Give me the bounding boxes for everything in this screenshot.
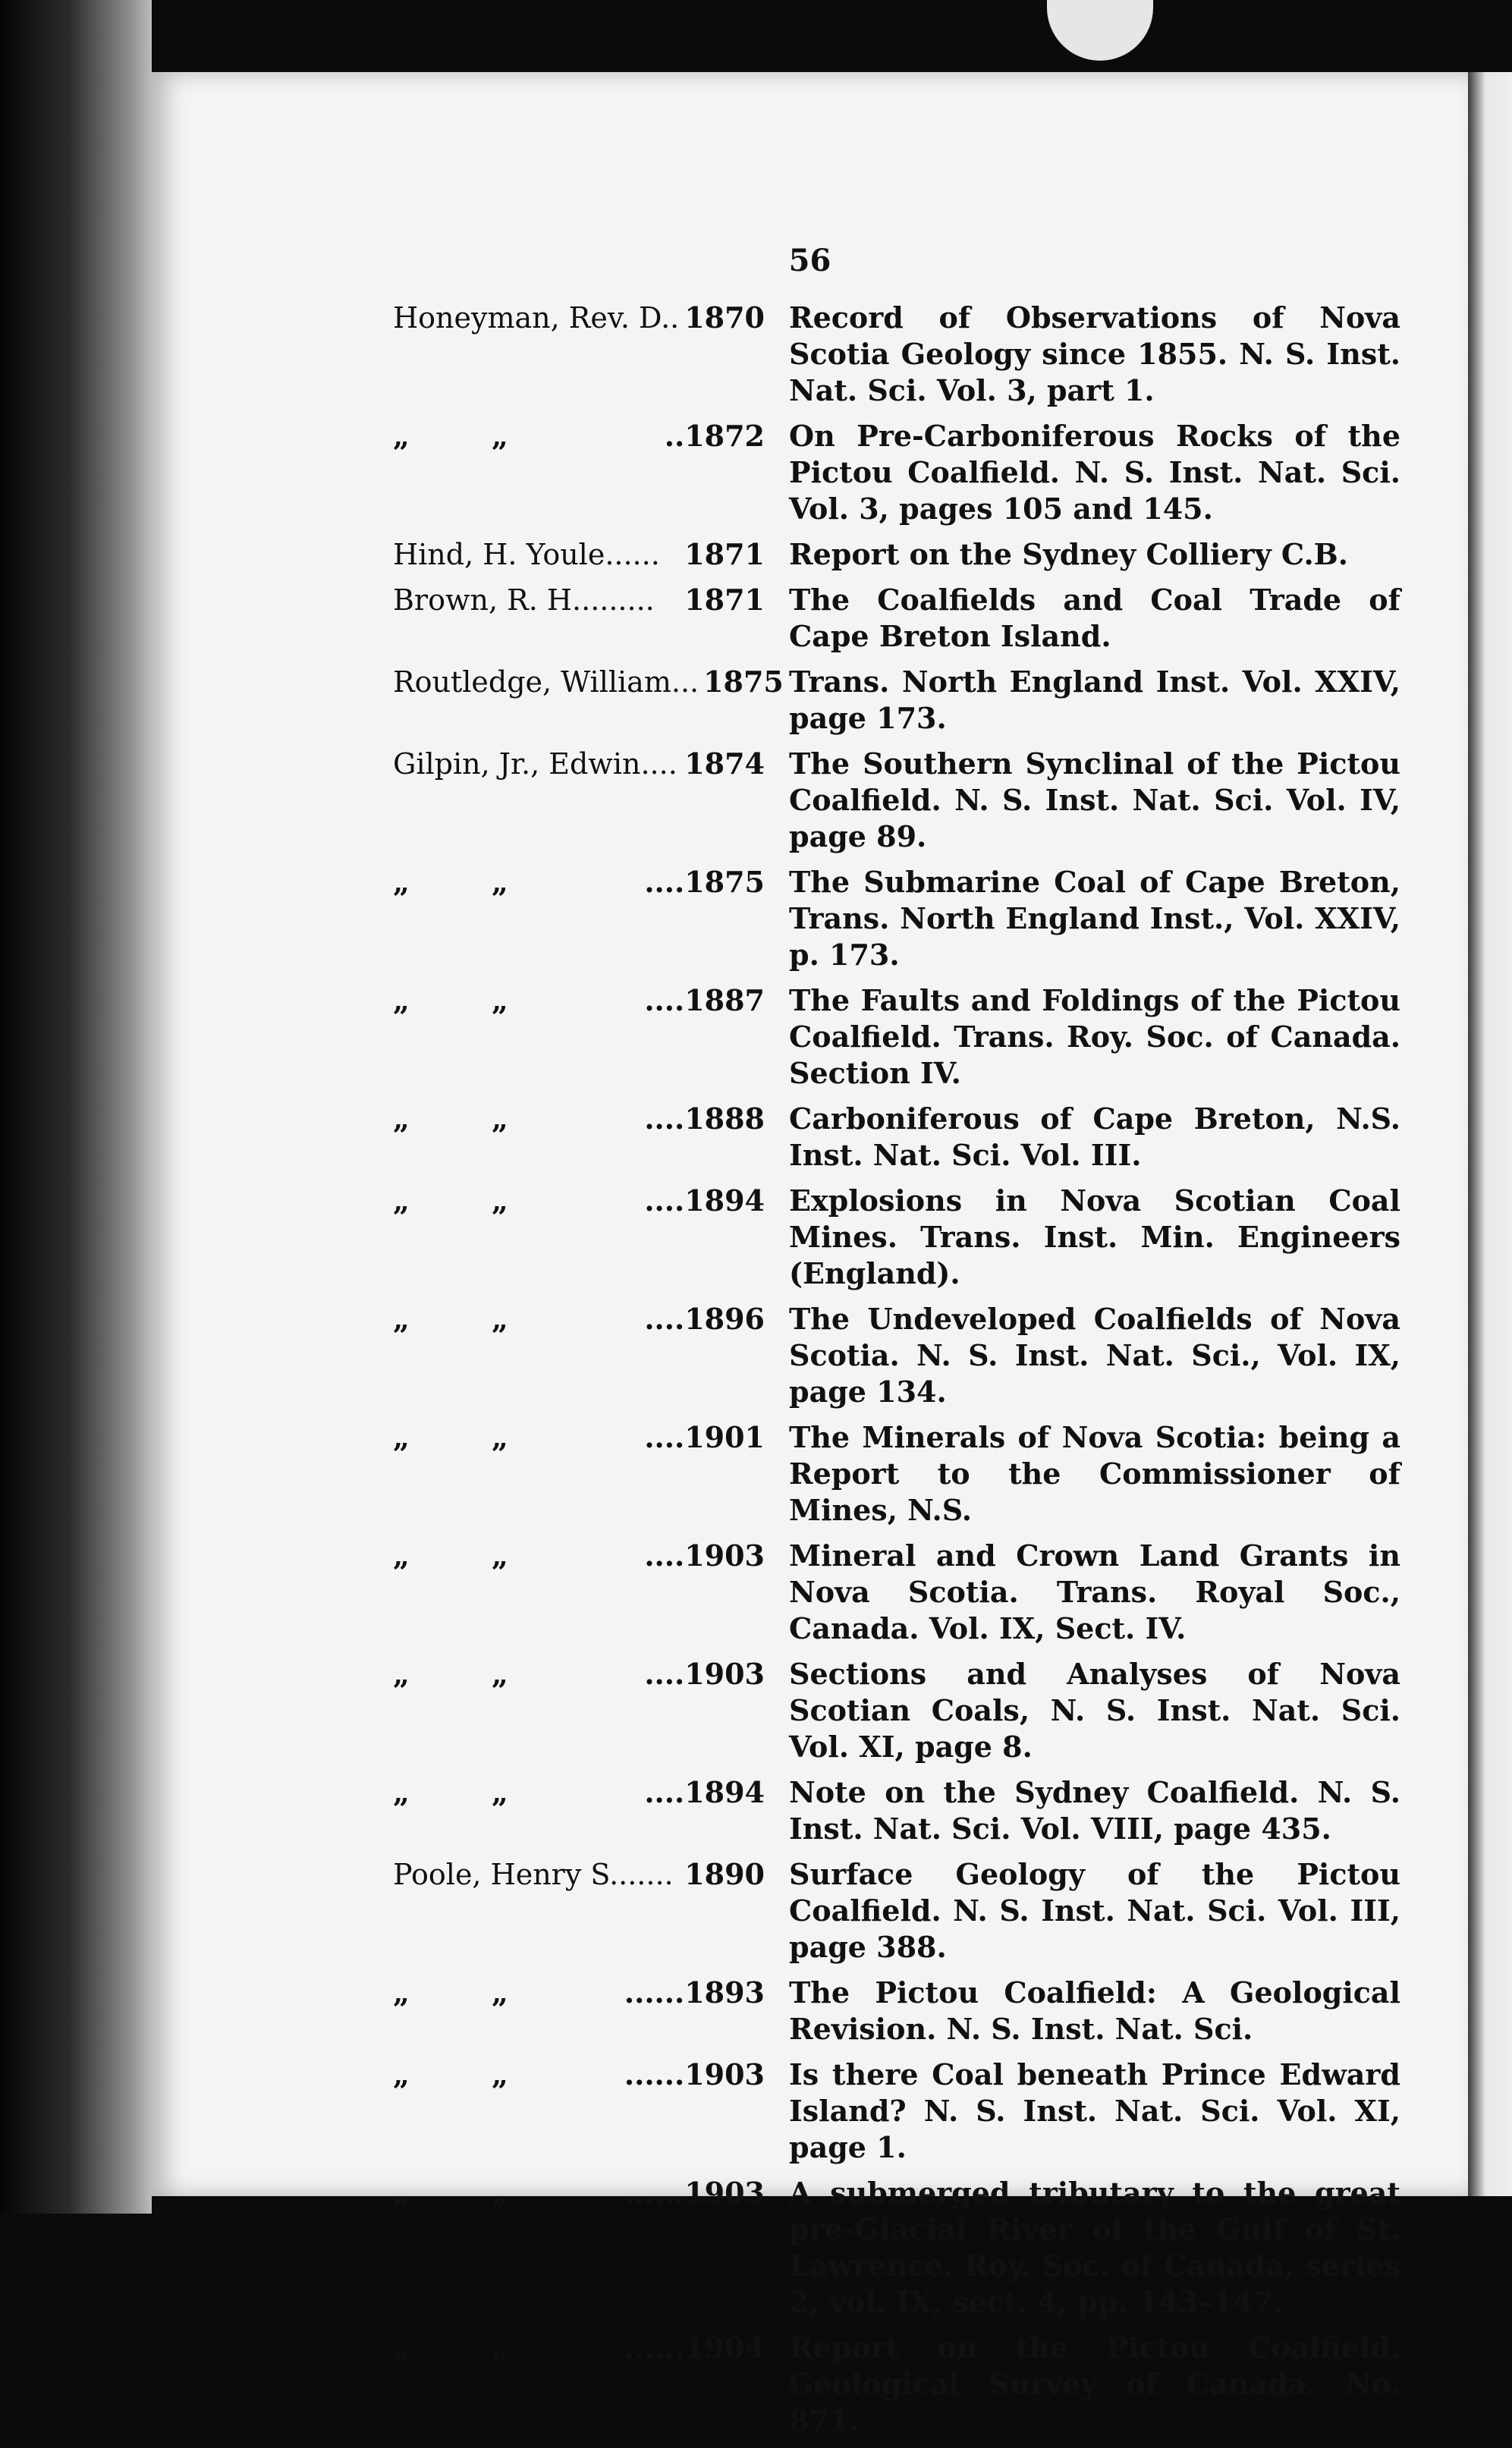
bibliography-entry <box>152 536 1468 573</box>
ditto-mark: „ <box>492 1975 508 2010</box>
leader-spacer <box>677 746 680 782</box>
leader-spacer <box>590 864 640 900</box>
entry-author-column <box>152 1975 765 2011</box>
entry-author-column <box>152 2175 765 2211</box>
entry-title: Trans. North England Inst. Vol. XXIV, page 173. <box>789 665 1400 735</box>
entry-title: Is there Coal beneath Prince Edward Island? N. S. Inst. Nat. Sci. Vol. XI, page 1. <box>789 2057 1400 2164</box>
ditto-marks <box>393 2175 590 2211</box>
entry-year: 1890 <box>684 1857 765 1891</box>
entry-author-column <box>152 1419 765 1456</box>
leader-spacer <box>590 2175 620 2211</box>
leader-spacer <box>590 2057 620 2093</box>
entry-author-column <box>152 1183 765 1219</box>
ditto-mark: „ <box>492 983 508 1017</box>
entry-author: Poole, Henry S....... <box>393 1858 674 1891</box>
bibliography-entry <box>152 982 1468 1092</box>
entry-year: 1871 <box>684 537 765 571</box>
bibliography-entry <box>152 1656 1468 1765</box>
ditto-mark: „ <box>492 865 508 899</box>
leader-spacer <box>590 1774 640 1811</box>
scan-border-right <box>1468 72 1512 2196</box>
entry-title: Record of Observations of Nova Scotia Geology since 1855. N. S. Inst. Nat. Sci. Vol. 3, part 1. <box>789 300 1400 407</box>
ditto-marks <box>393 418 590 454</box>
entry-title: The Coalfields and Coal Trade of Cape Breton Island. <box>789 583 1400 653</box>
entry-author-column <box>152 1301 765 1337</box>
entry-author-column <box>152 1538 765 1574</box>
ditto-mark: „ <box>492 419 508 453</box>
ditto-mark: „ <box>393 1657 410 1691</box>
ditto-marks <box>393 1975 590 2011</box>
ditto-marks <box>393 1538 590 1574</box>
ditto-marks <box>393 1774 590 1811</box>
leader-spacer <box>590 2330 620 2366</box>
leader-spacer <box>590 1538 640 1574</box>
book-page <box>152 72 1468 2437</box>
leader-spacer <box>590 418 660 454</box>
ditto-mark: „ <box>393 1775 410 1809</box>
ditto-mark: „ <box>393 1302 410 1336</box>
entry-title: The Submarine Coal of Cape Breton, Trans. North England Inst., Vol. XXIV, p. 173. <box>789 865 1400 972</box>
entry-author-column <box>152 300 765 336</box>
ditto-mark: „ <box>492 1538 508 1573</box>
entry-author-column <box>152 982 765 1019</box>
entry-year: ....1894 <box>644 1183 765 1218</box>
bibliography-entry <box>152 746 1468 855</box>
ditto-mark: „ <box>492 1420 508 1454</box>
entry-author-column <box>152 1856 765 1893</box>
ditto-marks <box>393 1183 590 1219</box>
entry-year: ....1887 <box>644 983 765 1017</box>
entry-author-column <box>152 2057 765 2093</box>
entry-year: ......1904 <box>624 2330 765 2365</box>
leader-spacer <box>590 982 640 1019</box>
entry-title: The Pictou Coalfield: A Geological Revision. N. S. Inst. Nat. Sci. <box>789 1975 1400 2046</box>
ditto-mark: „ <box>492 2330 508 2365</box>
entry-year: ..1872 <box>664 419 765 453</box>
ditto-mark: „ <box>393 1101 410 1136</box>
entry-year: ....1903 <box>644 1538 765 1573</box>
entry-author-column <box>152 1101 765 1137</box>
leader-spacer <box>590 1419 640 1456</box>
bibliography-entry <box>152 2330 1468 2439</box>
entry-year: ....1888 <box>644 1101 765 1136</box>
ditto-mark: „ <box>393 2176 410 2210</box>
entry-author-column <box>152 864 765 900</box>
entry-author: Routledge, William... <box>393 665 699 699</box>
page-number: 56 <box>788 243 831 278</box>
ditto-mark: „ <box>393 419 410 453</box>
ditto-mark: „ <box>492 1657 508 1691</box>
bibliography-entry <box>152 1856 1468 1966</box>
entry-year: ....1894 <box>644 1775 765 1809</box>
entry-title: Report on the Sydney Colliery C.B. <box>789 537 1349 571</box>
ditto-mark: „ <box>393 2057 410 2091</box>
ditto-mark: „ <box>492 1183 508 1218</box>
entry-title: A submerged tributary to the great pre-Glacial River of the Gulf of St. Lawrence. Roy. Soc. of Canada, series 2, vol. IX, sect. 4, pp. 143–147. <box>789 2176 1400 2319</box>
bibliography-entry <box>152 418 1468 527</box>
leader-spacer <box>590 1656 640 1692</box>
ditto-mark: „ <box>492 1302 508 1336</box>
bibliography-entry <box>152 1774 1468 1847</box>
entry-title: Sections and Analyses of Nova Scotian Coals, N. S. Inst. Nat. Sci. Vol. XI, page 8. <box>789 1657 1400 1764</box>
entry-author: Hind, H. Youle...... <box>393 538 660 571</box>
entry-year: 1874 <box>684 746 765 781</box>
entry-year: ......1893 <box>624 1975 765 2010</box>
bibliography-entry <box>152 1301 1468 1410</box>
ditto-marks <box>393 1419 590 1456</box>
entry-title: The Southern Synclinal of the Pictou Coalfield. N. S. Inst. Nat. Sci. Vol. IV, page 89. <box>789 746 1400 853</box>
entry-author-column <box>152 418 765 454</box>
entry-title: Surface Geology of the Pictou Coalfield. N. S. Inst. Nat. Sci. Vol. III, page 388. <box>789 1857 1400 1964</box>
entry-author-column <box>152 1656 765 1692</box>
bibliography-entry <box>152 2057 1468 2166</box>
leader-spacer <box>590 1975 620 2011</box>
ditto-mark: „ <box>492 2057 508 2091</box>
entry-author-column <box>152 746 765 782</box>
entry-year: 1875 <box>703 665 784 699</box>
bibliography-entry <box>152 1101 1468 1174</box>
ditto-marks <box>393 2057 590 2093</box>
scan-border-left <box>0 0 152 2214</box>
entry-title: Mineral and Crown Land Grants in Nova Scotia. Trans. Royal Soc., Canada. Vol. IX, Sect. IV. <box>789 1538 1400 1645</box>
bibliography-entry <box>152 864 1468 973</box>
bibliography-entry <box>152 1538 1468 1647</box>
ditto-marks <box>393 982 590 1019</box>
ditto-mark: „ <box>393 865 410 899</box>
ditto-mark: „ <box>492 1101 508 1136</box>
ditto-mark: „ <box>393 2330 410 2365</box>
bibliography-list <box>152 300 1468 2448</box>
ditto-marks <box>393 1656 590 1692</box>
entry-title: The Faults and Foldings of the Pictou Coalfield. Trans. Roy. Soc. of Canada. Section IV. <box>789 983 1400 1090</box>
entry-year: ....1903 <box>644 1657 765 1691</box>
bibliography-entry <box>152 1183 1468 1292</box>
bibliography-entry <box>152 1419 1468 1529</box>
entry-year: ....1896 <box>644 1302 765 1336</box>
bibliography-entry <box>152 1975 1468 2047</box>
entry-author-column <box>152 2330 765 2366</box>
entry-title: Report on the Pictou Coalfield. Geological Survey of Canada. No. 871. <box>789 2330 1400 2437</box>
leader-spacer <box>590 1301 640 1337</box>
entry-author-column <box>152 536 765 573</box>
entry-year: 1870 <box>684 300 765 335</box>
ditto-marks <box>393 1301 590 1337</box>
entry-author-column <box>152 1774 765 1811</box>
leader-spacer <box>590 1183 640 1219</box>
entry-author-column <box>152 582 765 618</box>
entry-title: On Pre-Carboniferous Rocks of the Pictou Coalfield. N. S. Inst. Nat. Sci. Vol. 3, pages 105 and 145. <box>789 419 1400 526</box>
entry-year: ......1903 <box>624 2176 765 2210</box>
ditto-marks <box>393 2330 590 2366</box>
ditto-mark: „ <box>492 1775 508 1809</box>
ditto-mark: „ <box>393 1538 410 1573</box>
leader-spacer <box>674 1856 681 1893</box>
entry-year: ....1901 <box>644 1420 765 1454</box>
entry-author: Honeyman, Rev. D.. <box>393 301 680 335</box>
bibliography-entry <box>152 300 1468 409</box>
ditto-marks <box>393 864 590 900</box>
ditto-marks <box>393 1101 590 1137</box>
leader-spacer <box>655 582 680 618</box>
entry-title: Note on the Sydney Coalfield. N. S. Inst. Nat. Sci. Vol. VIII, page 435. <box>789 1775 1400 1846</box>
bibliography-entry <box>152 664 1468 737</box>
ditto-mark: „ <box>393 1420 410 1454</box>
bibliography-entry <box>152 2175 1468 2321</box>
leader-spacer <box>590 1101 640 1137</box>
entry-author-column <box>152 664 784 700</box>
entry-year: 1871 <box>684 583 765 617</box>
leader-spacer <box>679 300 680 336</box>
bibliography-entry <box>152 582 1468 655</box>
leader-spacer <box>660 536 680 573</box>
ditto-mark: „ <box>492 2176 508 2210</box>
entry-title: The Minerals of Nova Scotia: being a Report to the Commissioner of Mines, N.S. <box>789 1420 1400 1527</box>
ditto-mark: „ <box>393 983 410 1017</box>
entry-author: Gilpin, Jr., Edwin.... <box>393 747 677 781</box>
entry-year: ......1903 <box>624 2057 765 2091</box>
scan-artifact <box>1047 0 1153 61</box>
entry-title: Carboniferous of Cape Breton, N.S. Inst. Nat. Sci. Vol. III. <box>789 1101 1400 1172</box>
entry-title: The Undeveloped Coalfields of Nova Scotia. N. S. Inst. Nat. Sci., Vol. IX, page 134. <box>789 1302 1400 1409</box>
entry-year: ....1875 <box>644 865 765 899</box>
ditto-mark: „ <box>393 1975 410 2010</box>
ditto-mark: „ <box>393 1183 410 1218</box>
entry-title: Explosions in Nova Scotian Coal Mines. Trans. Inst. Min. Engineers (England). <box>789 1183 1400 1290</box>
entry-author: Brown, R. H......... <box>393 583 655 617</box>
